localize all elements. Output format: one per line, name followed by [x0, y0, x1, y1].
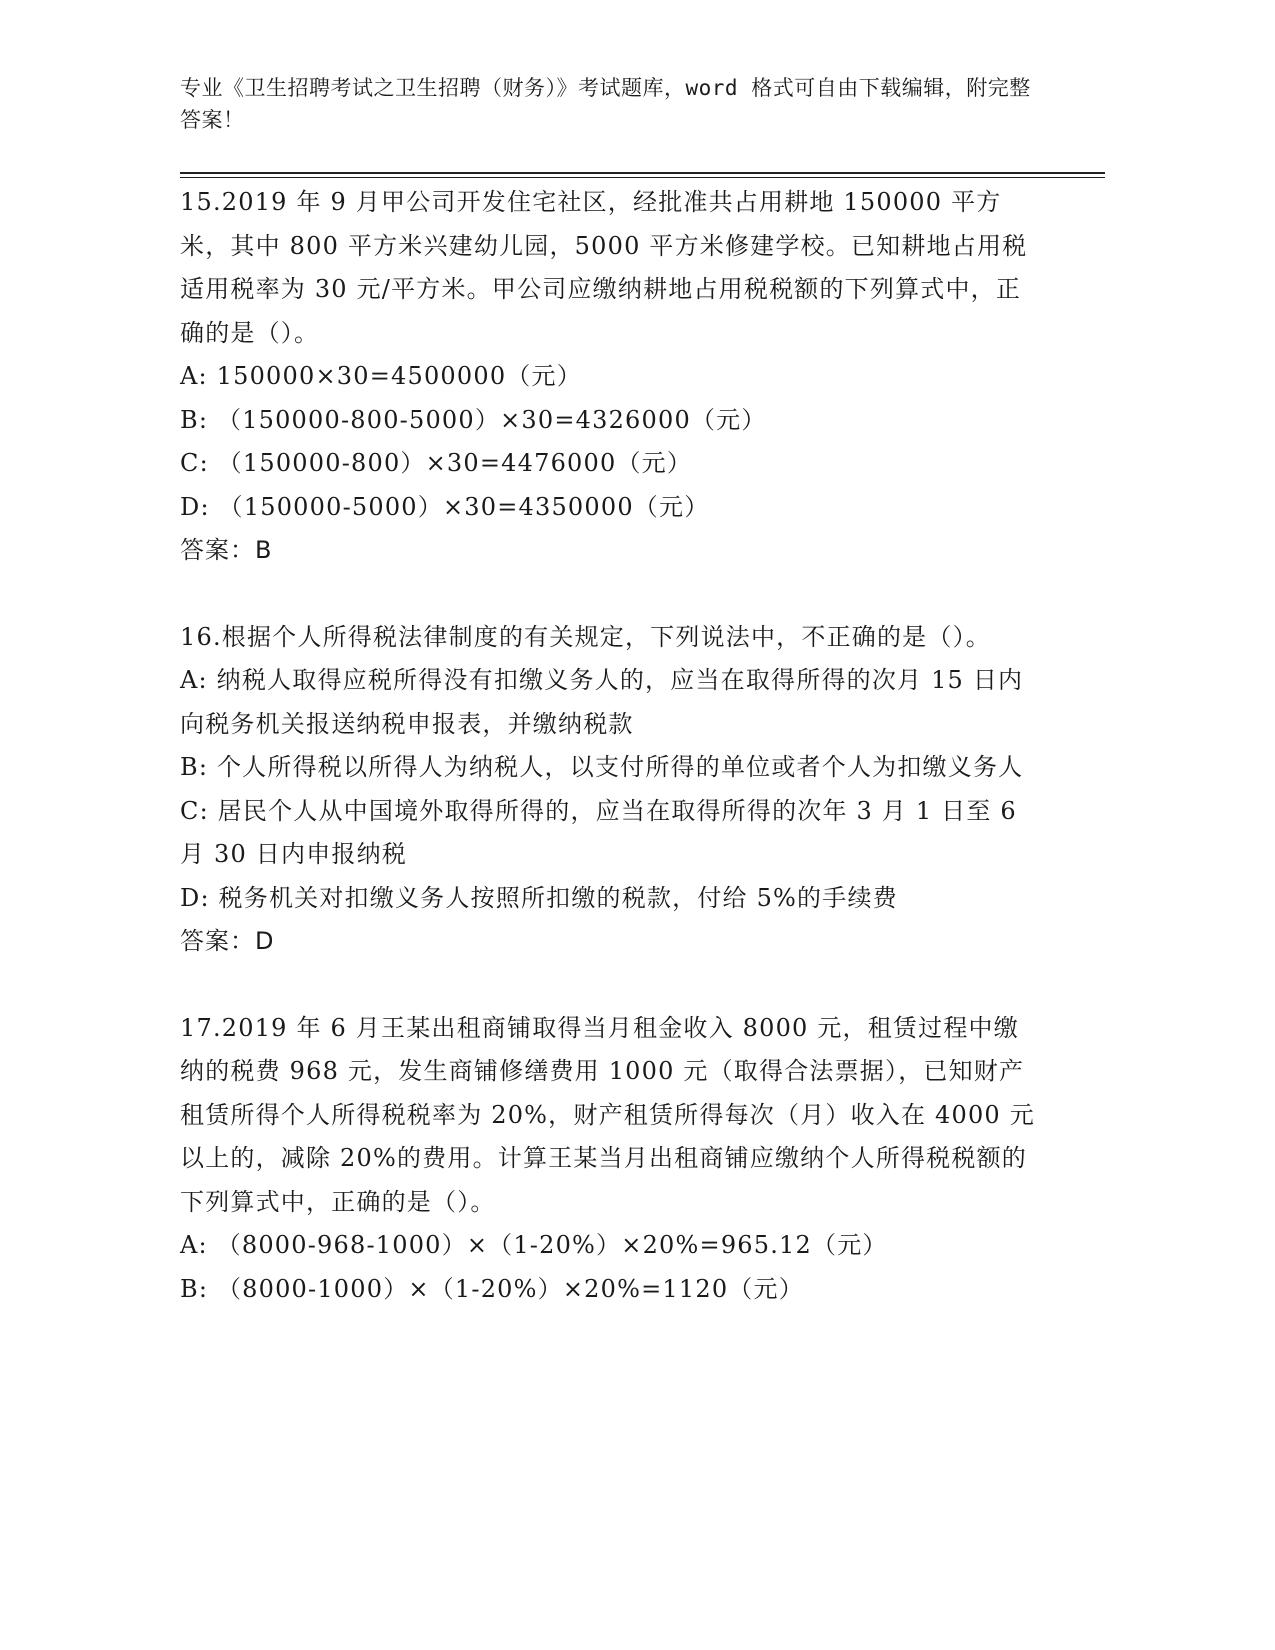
question-list	[180, 181, 1040, 1311]
option-a: A: 150000×30=4500000（元）	[180, 362, 582, 390]
document-page	[180, 0, 1105, 1650]
option-a: A: 纳税人取得应税所得没有扣缴义务人的，应当在取得所得的次月 15 日内向税务机关报送纳税申报表，并缴纳税款	[180, 666, 1024, 738]
option-d: D: 税务机关对扣缴义务人按照所扣缴的税款，付给 5%的手续费	[180, 883, 898, 912]
question-spacer	[180, 964, 1040, 1007]
question-17	[180, 1007, 1040, 1312]
question-text: 15.2019 年 9 月甲公司开发住宅社区，经批准共占用耕地 150000 平方米，其中 800 平方米兴建幼儿园，5000 平方米修建学校。已知耕地占用税适用税率为 30 元/平方米。甲公司应缴纳耕地占用税税额的下列算式中，正确的是（）。	[180, 188, 1028, 347]
question-text: 17.2019 年 6 月王某出租商铺取得当月租金收入 8000 元，租赁过程中缴纳的税费 968 元，发生商铺修缮费用 1000 元（取得合法票据），已知财产租赁所得个人所得税税率为 20%，财产租赁所得每次（月）收入在 4000 元以上的，减除 20%的费用。计算王某当月出租商铺应缴纳个人所得税税额的下列算式中，正确的是（）。	[180, 1013, 1035, 1216]
option-b: B: （8000-1000）×（1-20%）×20%=1120（元）	[180, 1274, 804, 1303]
answer-label: 答案：D	[180, 927, 275, 955]
option-d: D: （150000-5000）×30=4350000（元）	[180, 492, 710, 521]
question-16	[180, 616, 1040, 964]
option-b: B: （150000-800-5000）×30=4326000（元）	[180, 405, 767, 434]
header-divider	[180, 172, 1105, 178]
option-b: B: 个人所得税以所得人为纳税人，以支付所得的单位或者个人为扣缴义务人	[180, 753, 1024, 781]
question-spacer	[180, 573, 1040, 616]
document-header: 专业《卫生招聘考试之卫生招聘（财务）》考试题库，word 格式可自由下载编辑，附完整答案！	[180, 76, 1031, 132]
answer-label: 答案：B	[180, 536, 273, 564]
question-15	[180, 181, 1040, 573]
question-text: 16.根据个人所得税法律制度的有关规定，下列说法中，不正确的是（）。	[180, 622, 991, 651]
option-c: C: （150000-800）×30=4476000（元）	[180, 449, 693, 477]
option-c: C: 居民个人从中国境外取得所得的，应当在取得所得的次年 3 月 1 日至 6 月 30 日内申报纳税	[180, 796, 1017, 868]
option-a: A: （8000-968-1000）×（1-20%）×20%=965.12（元）	[180, 1231, 888, 1259]
